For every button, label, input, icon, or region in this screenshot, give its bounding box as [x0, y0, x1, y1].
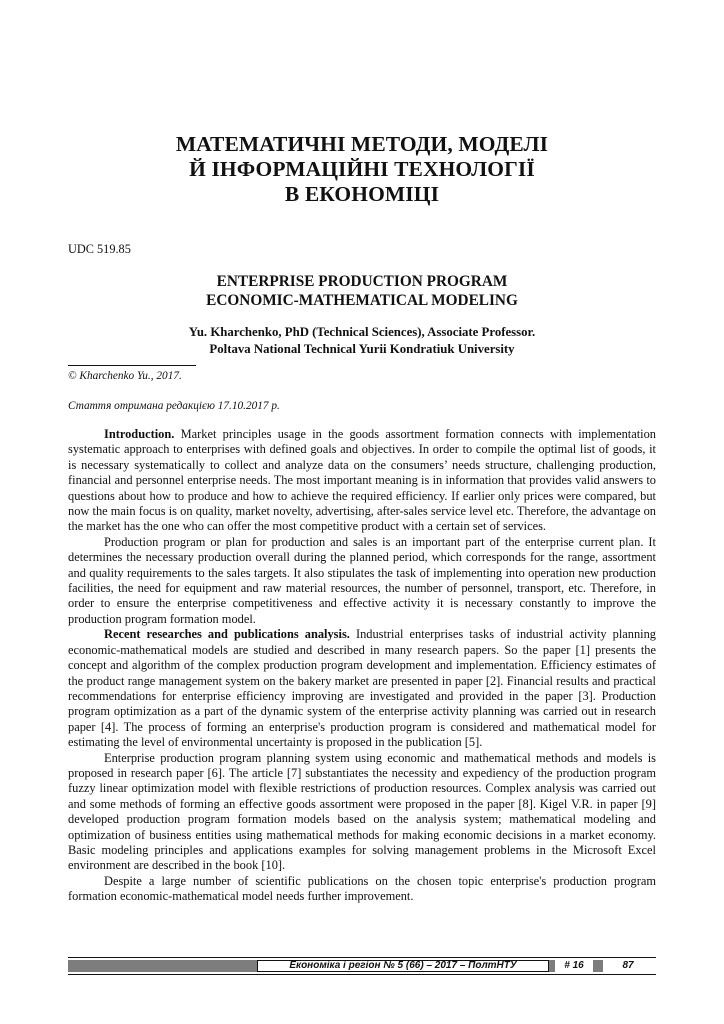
- author-info: [68, 324, 656, 358]
- author-name: Yu. Kharchenko, PhD (Technical Sciences), Associate Professor.: [188, 325, 536, 339]
- paragraph-text: Production program or plan for production and sales is an important part of the enterprise current plan. It determines the necessary production overall during the planned period, which corresponds for the range, assortment and quality requirements to the sales targets. It also stipulates the task of implementing into operation new production facilities, the need for equipment and raw material resources, the number of personnel, transport, etc. Therefore, in order to ensure the enterprise competitiveness and effective activity it is necessary constantly to improve the production program formation model.: [68, 534, 656, 626]
- section-heading-line-3: В ЕКОНОМІЦІ: [284, 182, 440, 206]
- paragraph-introduction: [68, 427, 656, 535]
- footer-band-left: [68, 960, 257, 972]
- footer-page-number: 87: [603, 960, 653, 972]
- paragraph-production-program: [68, 535, 656, 627]
- section-heading-line-2: Й ІНФОРМАЦІЙНІ ТЕХНОЛОГІЇ: [189, 157, 535, 181]
- paragraph-lead: Recent researches and publications analysis.: [104, 627, 350, 642]
- author-affiliation: Poltava National Technical Yurii Kondratiuk University: [209, 342, 515, 356]
- received-date-note: Стаття отримана редакцією 17.10.2017 р.: [68, 400, 280, 412]
- paragraph-text: Despite a large number of scientific publications on the chosen topic enterprise's production program formation economic-mathematical model needs further improvement.: [68, 873, 656, 904]
- footer-journal-info: Економіка і регіон № 5 (66) – 2017 – ПолтНТУ: [257, 960, 549, 972]
- section-heading: [68, 132, 656, 207]
- paragraph-conclusion: [68, 874, 656, 905]
- copyright-note: © Kharchenko Yu., 2017.: [68, 370, 182, 382]
- article-title-line-1: ENTERPRISE PRODUCTION PROGRAM: [216, 273, 508, 290]
- udc-code: UDC 519.85: [68, 242, 131, 256]
- article-body: [68, 427, 656, 905]
- footer-band-right: [593, 960, 603, 972]
- paragraph-text: Enterprise production program planning system using economic and mathematical methods and models is proposed in research paper [6]. The article [7] substantiates the necessity and expediency of the production program fuzzy linear optimization model with flexible restrictions of production resources. Complex analysis was carried out and some methods of forming an effective goods assortment were proposed in the paper [8]. Kigel V.R. in paper [9] developed production program formation models based on the analysis system; mathematical modeling and optimization of business entities using mathematical methods for making economic decisions in a market economy. Basic modeling principles and applications examples for solving management problems in the Microsoft Excel environment are described in the book [10].: [68, 750, 656, 873]
- paragraph-planning-system: [68, 751, 656, 874]
- section-heading-line-1: МАТЕМАТИЧНІ МЕТОДИ, МОДЕЛІ: [175, 132, 549, 156]
- paragraph-lead: Introduction.: [104, 427, 175, 441]
- paragraph-text: Market principles usage in the goods assortment formation connects with implementation systematic approach to enterprises with defined goals and objectives. In order to compile the optimal list of goods, it is necessary systematically to collect and analyze data on the consumers’ needs structure, challenging production, financial and personnel enterprise needs. The most important meaning is in information that provides valid answers to questions about how to produce and how to achieve the required efficiency. If earlier only prices were compared, but now the main focus is on quality, market novelty, advertising, after-sales service level etc. Therefore, the advantage on the market has the one who can offer the most competitive product with a certain set of services.: [68, 427, 656, 534]
- article-title: [68, 272, 656, 310]
- article-title-line-2: ECONOMIC-MATHEMATICAL MODELING: [206, 292, 518, 309]
- paragraph-text: Industrial enterprises tasks of industrial activity planning economic-mathematical models are studied and described in many research papers. So the paper [1] presents the concept and algorithm of the complex production program development and implementation. Efficiency estimates of the product range management system on the bakery market are presented in paper [2]. Financial results and practical recommendations for enterprise efficiency improving are investigated and provided in the paper [3]. Production program optimization as a part of the dynamic system of the enterprise activity planning was carried out in research paper [4]. The process of forming an enterprise's production program is considered and mathematical model for estimating the level of environmental uncertainty is proposed in the publication [5].: [68, 627, 656, 750]
- paragraph-recent-researches: [68, 627, 656, 750]
- copyright-divider: [68, 365, 196, 366]
- page-footer: [68, 957, 656, 975]
- footer-issue-number: # 16: [555, 960, 593, 972]
